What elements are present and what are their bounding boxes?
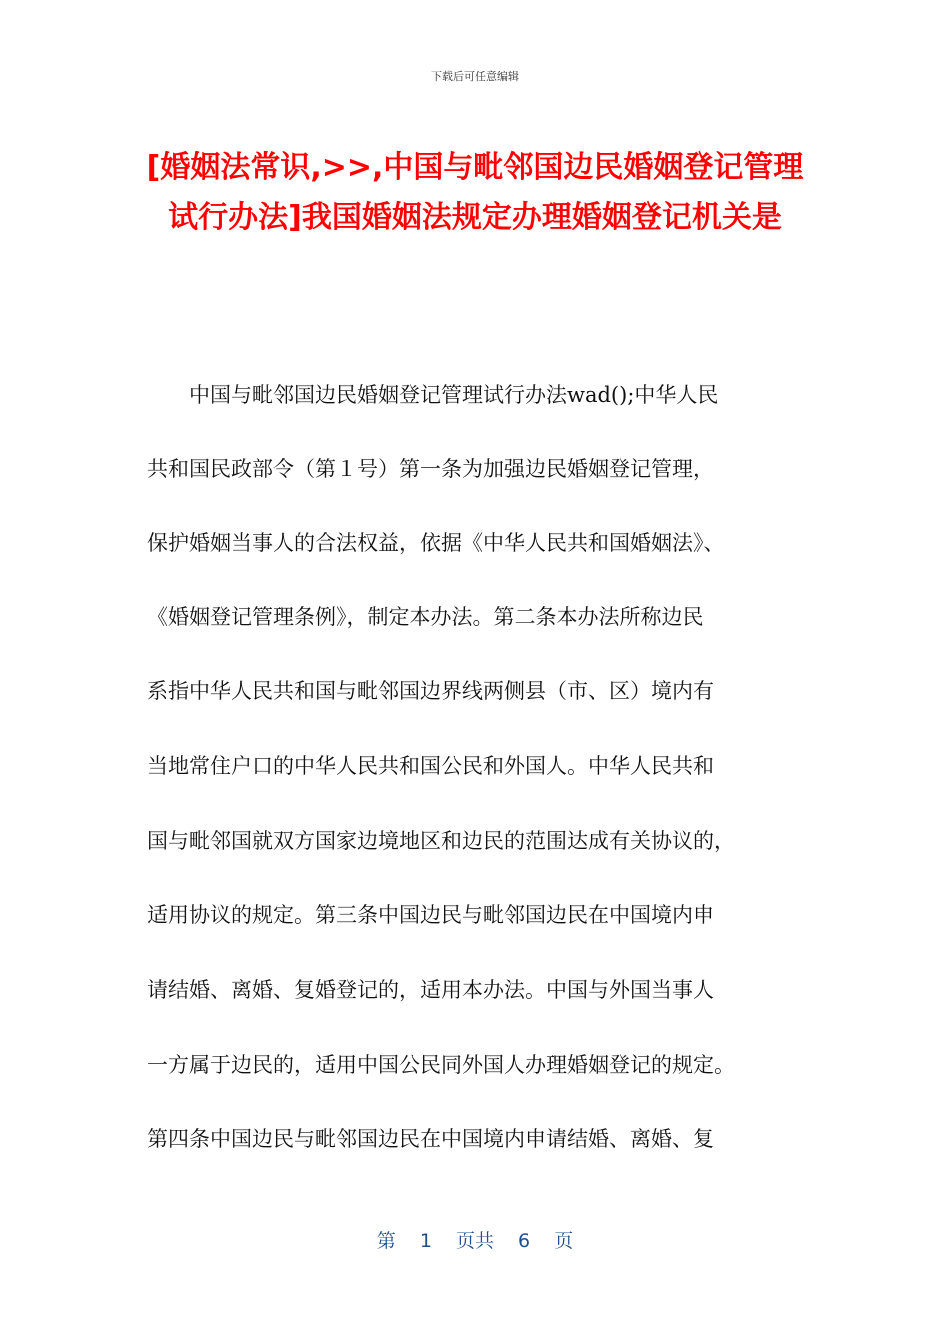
footer-total-pages: 6	[518, 1230, 531, 1252]
page-footer	[0, 1226, 950, 1253]
body-line: 国与毗邻国就双方国家边境地区和边民的范围达成有关协议的，	[147, 829, 735, 853]
body-line: 中国与毗邻国边民婚姻登记管理试行办法wad();中华人民	[147, 383, 719, 407]
body-line: 共和国民政部令（第１号）第一条为加强边民婚姻登记管理，	[147, 457, 714, 481]
body-line: 第四条中国边民与毗邻国边民在中国境内申请结婚、离婚、复	[147, 1127, 714, 1151]
body-line: 保护婚姻当事人的合法权益，依据《中华人民共和国婚姻法》、	[147, 531, 725, 555]
footer-suffix: 页	[554, 1230, 574, 1252]
body-line: 适用协议的规定。第三条中国边民与毗邻国边民在中国境内申	[147, 903, 714, 927]
body-line: 《婚姻登记管理条例》，制定本办法。第二条本办法所称边民	[147, 605, 704, 629]
body-line: 一方属于边民的，适用中国公民同外国人办理婚姻登记的规定。	[147, 1053, 735, 1077]
footer-prefix: 第	[376, 1230, 396, 1252]
body-line: 请结婚、离婚、复婚登记的，适用本办法。中国与外国当事人	[147, 978, 714, 1002]
document-title: [婚姻法常识,>>,中国与毗邻国边民婚姻登记管理试行办法]我国婚姻法规定办理婚姻登记机关是	[146, 150, 804, 235]
page-header: 下载后可任意编辑	[431, 70, 519, 83]
body-line: 系指中华人民共和国与毗邻国边界线两侧县（市、区）境内有	[147, 679, 714, 703]
footer-mid: 页共	[455, 1230, 494, 1252]
body-line: 当地常住户口的中华人民共和国公民和外国人。中华人民共和	[147, 754, 714, 778]
footer-page-number: 1	[419, 1230, 432, 1252]
